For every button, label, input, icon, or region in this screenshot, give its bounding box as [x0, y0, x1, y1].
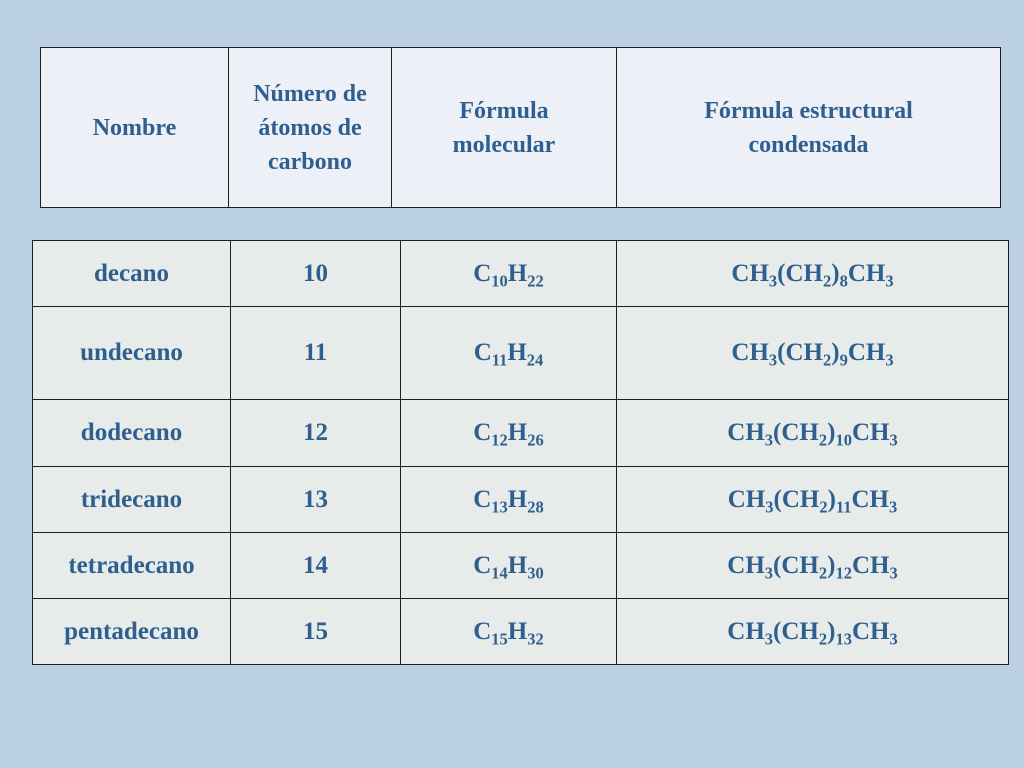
hydrogen-subscript: 28: [527, 496, 544, 516]
methyl-group-end: CH: [851, 419, 890, 446]
chain-subscript: 2: [818, 430, 828, 450]
chain-subscript: 2: [818, 562, 828, 582]
chain-open: (CH: [773, 551, 819, 579]
carbon-subscript: 14: [491, 562, 508, 582]
carbon-count: 15: [231, 599, 401, 665]
header-row: [41, 48, 1001, 208]
methyl-group: CH: [727, 419, 765, 446]
carbon-subscript: 11: [491, 350, 508, 370]
hydrogen-symbol: H: [507, 259, 528, 287]
chain-close: ): [831, 339, 840, 366]
carbon-symbol: C: [473, 339, 492, 366]
structural-formula: [617, 599, 1009, 665]
methyl-subscript-end: 3: [889, 496, 898, 516]
header-table: [40, 47, 1001, 208]
chain-subscript: 2: [823, 270, 832, 290]
methyl-group-end: CH: [851, 551, 890, 579]
header-name: Nombre: [41, 48, 229, 208]
chain-close: ): [831, 259, 840, 287]
hydrogen-subscript: 32: [527, 628, 544, 648]
hydrogen-symbol: H: [507, 551, 528, 579]
hydrogen-subscript: 24: [526, 350, 544, 370]
structural-formula: [617, 400, 1009, 467]
carbon-count: 14: [231, 533, 401, 599]
carbon-subscript: 15: [491, 628, 508, 648]
hydrogen-symbol: H: [507, 339, 527, 366]
carbon-symbol: C: [473, 259, 492, 287]
methyl-group: CH: [727, 617, 765, 645]
methyl-subscript-end: 3: [889, 628, 898, 648]
alkane-name: undecano: [33, 307, 231, 400]
chain-repeat-count: 11: [835, 496, 852, 516]
table-row: [33, 599, 1009, 665]
methyl-subscript-end: 3: [885, 350, 894, 370]
carbon-count: 11: [231, 307, 401, 400]
methyl-group: CH: [731, 339, 769, 366]
table-row: [33, 241, 1009, 307]
methyl-subscript-end: 3: [889, 430, 898, 450]
chain-subscript: 2: [818, 628, 828, 648]
methyl-subscript-end: 3: [889, 562, 898, 582]
methyl-subscript: 3: [768, 270, 778, 290]
carbon-symbol: C: [473, 485, 492, 513]
chain-close: ): [827, 617, 836, 645]
chain-open: (CH: [773, 419, 819, 446]
methyl-group-end: CH: [851, 617, 890, 645]
molecular-formula: [401, 307, 617, 400]
table-row: [33, 307, 1009, 400]
table-row: [33, 400, 1009, 467]
alkane-name: decano: [33, 241, 231, 307]
chain-repeat-count: 10: [835, 430, 852, 450]
methyl-subscript: 3: [764, 628, 774, 648]
methyl-subscript: 3: [768, 350, 778, 370]
chain-open: (CH: [773, 617, 819, 645]
methyl-subscript-end: 3: [885, 270, 894, 290]
structural-formula: [617, 241, 1009, 307]
carbon-subscript: 13: [491, 496, 508, 516]
methyl-group-end: CH: [851, 485, 889, 513]
hydrogen-symbol: H: [507, 485, 528, 513]
table-row: [33, 533, 1009, 599]
chain-open: (CH: [773, 485, 820, 513]
hydrogen-symbol: H: [507, 617, 528, 645]
molecular-formula: [401, 467, 617, 533]
molecular-formula: [401, 599, 617, 665]
structural-formula: [617, 467, 1009, 533]
carbon-subscript: 12: [491, 430, 508, 450]
carbon-symbol: C: [473, 419, 492, 446]
methyl-group: CH: [731, 259, 769, 287]
chain-subscript: 2: [819, 496, 828, 516]
hydrogen-subscript: 22: [527, 270, 544, 290]
structural-formula: [617, 307, 1009, 400]
methyl-group: CH: [727, 551, 765, 579]
hydrogen-subscript: 26: [527, 430, 544, 450]
chain-repeat-count: 13: [835, 628, 852, 648]
methyl-subscript: 3: [764, 430, 774, 450]
carbon-subscript: 10: [491, 270, 508, 290]
alkane-name: tridecano: [33, 467, 231, 533]
table-row: [33, 467, 1009, 533]
carbon-symbol: C: [473, 617, 492, 645]
alkane-name: pentadecano: [33, 599, 231, 665]
chain-repeat-count: 9: [839, 350, 848, 370]
molecular-formula: [401, 241, 617, 307]
chain-subscript: 2: [823, 350, 832, 370]
alkane-name: dodecano: [33, 400, 231, 467]
carbon-count: 12: [231, 400, 401, 467]
header-molecular-formula: Fórmula molecular: [392, 48, 617, 208]
carbon-symbol: C: [473, 551, 492, 579]
carbon-count: 10: [231, 241, 401, 307]
chain-open: (CH: [777, 339, 823, 366]
methyl-group: CH: [727, 485, 766, 513]
chain-close: ): [827, 485, 836, 513]
chain-repeat-count: 8: [839, 270, 848, 290]
methyl-subscript: 3: [764, 562, 774, 582]
methyl-group-end: CH: [847, 339, 886, 366]
chain-open: (CH: [777, 259, 823, 287]
molecular-formula: [401, 533, 617, 599]
chain-close: ): [827, 419, 836, 446]
methyl-subscript: 3: [765, 496, 774, 516]
chain-repeat-count: 12: [835, 562, 852, 582]
chain-close: ): [827, 551, 836, 579]
molecular-formula: [401, 400, 617, 467]
alkane-name: tetradecano: [33, 533, 231, 599]
header-carbon-count: Número de átomos de carbono: [229, 48, 392, 208]
methyl-group-end: CH: [847, 259, 886, 287]
hydrogen-symbol: H: [507, 419, 528, 446]
structural-formula: [617, 533, 1009, 599]
carbon-count: 13: [231, 467, 401, 533]
header-structural-formula: Fórmula estructural condensada: [617, 48, 1001, 208]
alkanes-table: [32, 240, 1009, 665]
hydrogen-subscript: 30: [527, 562, 544, 582]
